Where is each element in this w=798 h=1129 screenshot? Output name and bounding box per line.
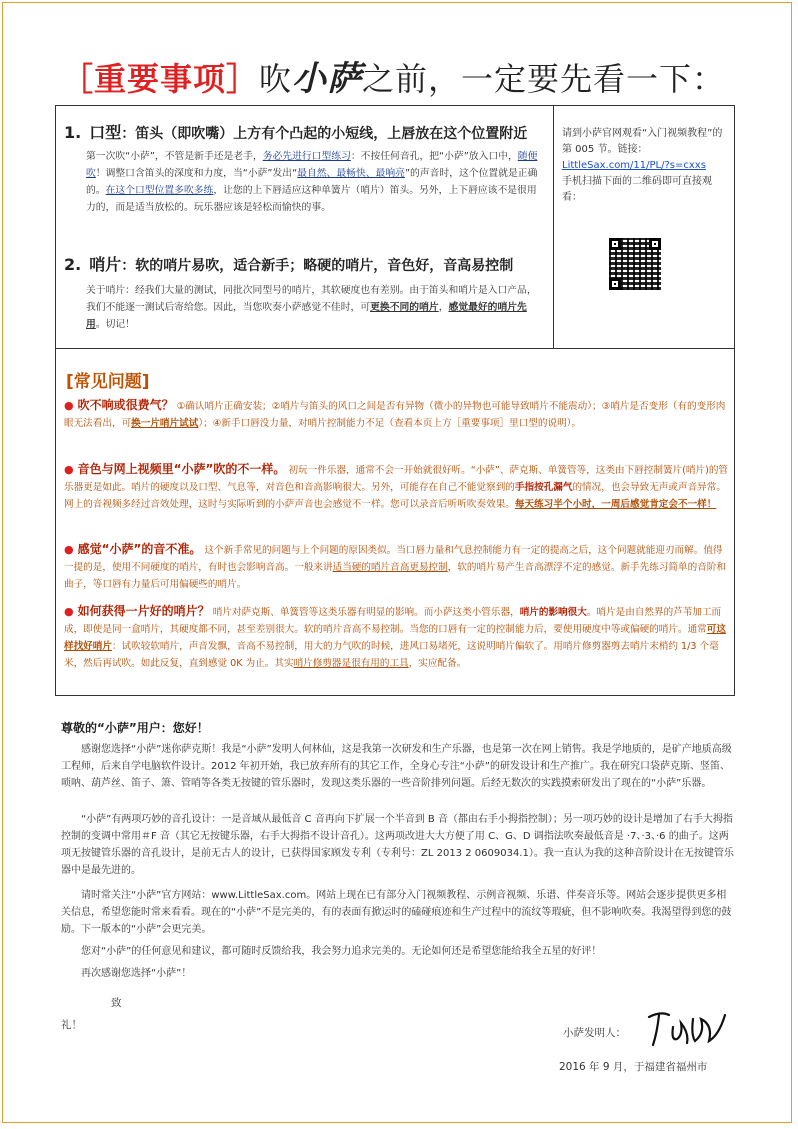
letter-paragraph: “小萨”有两项巧妙的音孔设计：一是音域从最低音 C 音再向下扩展一个半音到 B 音（都由右手小拇指控制）；另一项巧妙的设计是增加了右手大拇指控制的变调中常用＃F 音（其它无按键乐器，右手大拇指不设计音孔）。这两项改进大大方便了用 C、G、D 调指法吹奏最低音是 ·7、·3、·6 的曲子。这两项无按键管乐器的音孔设计，是前无古人的设计，已获得国家顾发专利（专利号：ZL 2013 2 0609034.1）。我一直认为我的这种音阶设计在无按键管乐器中是最先进的。 (61, 814, 734, 876)
handwritten-signature (643, 1005, 733, 1053)
title-bracket: ［重要事项］ (61, 60, 260, 98)
faq-item: ● 音色与网上视频里“小萨”吹的不一样。 初玩一件乐器，通常不会一开始就很好听。“小萨”、萨克斯、单簧管等，这类由下唇控制簧片(哨片)的管乐器更是如此。哨片的硬度以及口型、气息等，对音色和音高影响很大。另外，可能存在自己不能觉察到的手指按孔漏气的情况，也会导致无声或声音异常。网上的音视频多经过音效处理，这时与实际听到的小萨声音也会感觉不一样。您可以录音后听听吹奏效果。每天练习半个小时，一周后感觉肯定会不一样！ (64, 462, 729, 510)
section2-heading: 2. 哨片：软的哨片易吹，适合新手；略硬的哨片，音色好，音高易控制 (64, 255, 514, 274)
video-sidebar (554, 106, 734, 348)
bullet-icon: ● (64, 399, 74, 412)
letter-closing-2: 礼！ (61, 1019, 82, 1031)
letter-paragraph: 请时常关注“小萨”官方网站：www.LittleSax.com。网站上现在已有部分入门视频教程、示例音视频、乐谱、伴奏音乐等。网站会逐步提供更多相关信息，希望您能时常来看看。现在的“小萨”不是完美的，有的表面有掀运时的磕碰痕迹和生产过程中的流纹等瑕疵，但不影响吹奏。我渴望得到您的鼓励。下一版本的“小萨”会更完美。 (61, 890, 732, 935)
page (2, 2, 792, 1123)
page-title (61, 51, 725, 100)
letter-paragraph: 您对“小萨”的任何意见和建议，都可随时反馈给我，我会努力追求完美的。无论如何还是希望您能给我全五星的好评！ (81, 946, 602, 957)
video-link[interactable]: LittleSax.com/11/PL/?s=cxxs (562, 160, 706, 171)
bullet-icon: ● (64, 543, 74, 556)
faq-item: ● 感觉“小萨”的音不准。 这个新手常见的问题与上个问题的原因类似。当口唇力量和气息控制能力有一定的提高之后，这个问题就能迎刃而解。值得一提的是，使用不同硬度的哨片，有时也会影响音高。一般来讲适当硬的哨片音高更易控制，软的哨片易产生音高漂浮不定的感觉。新手先练习简单的音阶和曲子，等口唇有力量后可用偏硬些的哨片。 (64, 542, 726, 590)
video-instructions: 请到小萨官网观看“入门视频教程”的第 005 节。链接： LittleSax.com/11/PL/?s=cxxs 手机扫描下面的二维码即可直接观看： (562, 128, 723, 203)
title-pre: 吹 (259, 60, 293, 98)
letter-greeting: 尊敬的“小萨”用户：您好！ (61, 721, 209, 735)
title-brand: 小萨 (292, 59, 363, 99)
section1-text: 第一次吹“小萨”，不管是新手还是老手，务必先进行口型练习：不按任何音孔，把“小萨”放入口中，随便吹！调整口含笛头的深度和力度，当“小萨”发出“最自然、最畅快、最响亮”的声音时，这个位置就是正确的。在这个口型位置多吹多练，让您的上下唇适应这种单簧片（哨片）笛头。另外，上下唇应该不是很用力的，而是适当放松的。玩乐器应该是轻松而愉快的事。 (86, 151, 538, 213)
letter-date: 2016 年 9 月，于福建省福州市 (559, 1061, 708, 1073)
letter-paragraph: 感谢您选择“小萨”迷你萨克斯！我是“小萨”发明人何林仙，这是我第一次研发和生产乐器，也是第一次在网上销售。我是学地质的，是矿产地质高级工程师，后来自学电脑软件设计。2012 年初开始，我已放弃所有的其它工作，全身心专注“小萨”的研发设计和生产推广。我在研究口袋萨克斯、竖笛、唢呐、葫芦丝、笛子、箫、管哨等各类无按键的管乐器时，发现这类乐器的一些音阶排列问题。后经无数次的实践摸索研发出了现在的“小萨”乐器。 (61, 744, 732, 789)
bullet-icon: ● (64, 605, 74, 618)
faq-box (55, 348, 735, 696)
letter-closing-1: 致 (111, 997, 122, 1009)
letter-paragraph: 再次感谢您选择“小萨”！ (81, 968, 192, 979)
signer-label: 小萨发明人： (563, 1027, 626, 1039)
section1-heading: 1. 口型：笛头（即吹嘴）上方有个凸起的小短线，上唇放在这个位置附近 (64, 123, 528, 142)
faq-item: ● 如何获得一片好的哨片？ 哨片对萨克斯、单簧管等这类乐器有明显的影响。而小萨这类小管乐器，哨片的影响很大。哨片是由自然界的芦苇加工而成，即使是同一盒哨片，其硬度都不同，甚至差别很大。软的哨片音高不易控制。当您的口唇有一定的控制能力后，要使用硬度中等或偏硬的哨片。通常可这样找好哨片：试吹较软哨片，声音发飘，音高不易控制，用大的力气吹的时候，进风口易堵死，这说明哨片偏软了。用哨片修剪器剪去哨片末梢约 1/3 个毫米，然后再试吹。如此反复，直到感觉 0K 为止。其实哨片修剪器是很有用的工具，实应配备。 (64, 604, 726, 669)
section2-text: 关于哨片：经我们大量的测试，同批次同型号的哨片，其软硬度也有差别。由于笛头和哨片是入口产品，我们不能逐一测试后寄给您。因此，当您吹奏小萨感觉不佳时，可更换不同的哨片，感觉最好的哨片先用。切记！ (86, 285, 537, 330)
faq-title: [常见问题] (66, 372, 150, 392)
important-notes-box (55, 105, 735, 349)
title-post: 之前，一定要先看一下： (362, 60, 726, 98)
qr-code (609, 238, 661, 290)
notes-left-panel (56, 106, 554, 348)
bullet-icon: ● (64, 463, 74, 476)
faq-item: ● 吹不响或很费气？ ①确认哨片正确安装；②哨片与笛头的风口之间是否有异物（微小的异物也可能导致哨片不能震动）；③哨片是否变形（有的变形肉眼无法看出，可换一片哨片试试）；④新手口唇没力量，对哨片控制能力不足（查看本页上方［重要事项］里口型的说明）。 (64, 398, 726, 429)
